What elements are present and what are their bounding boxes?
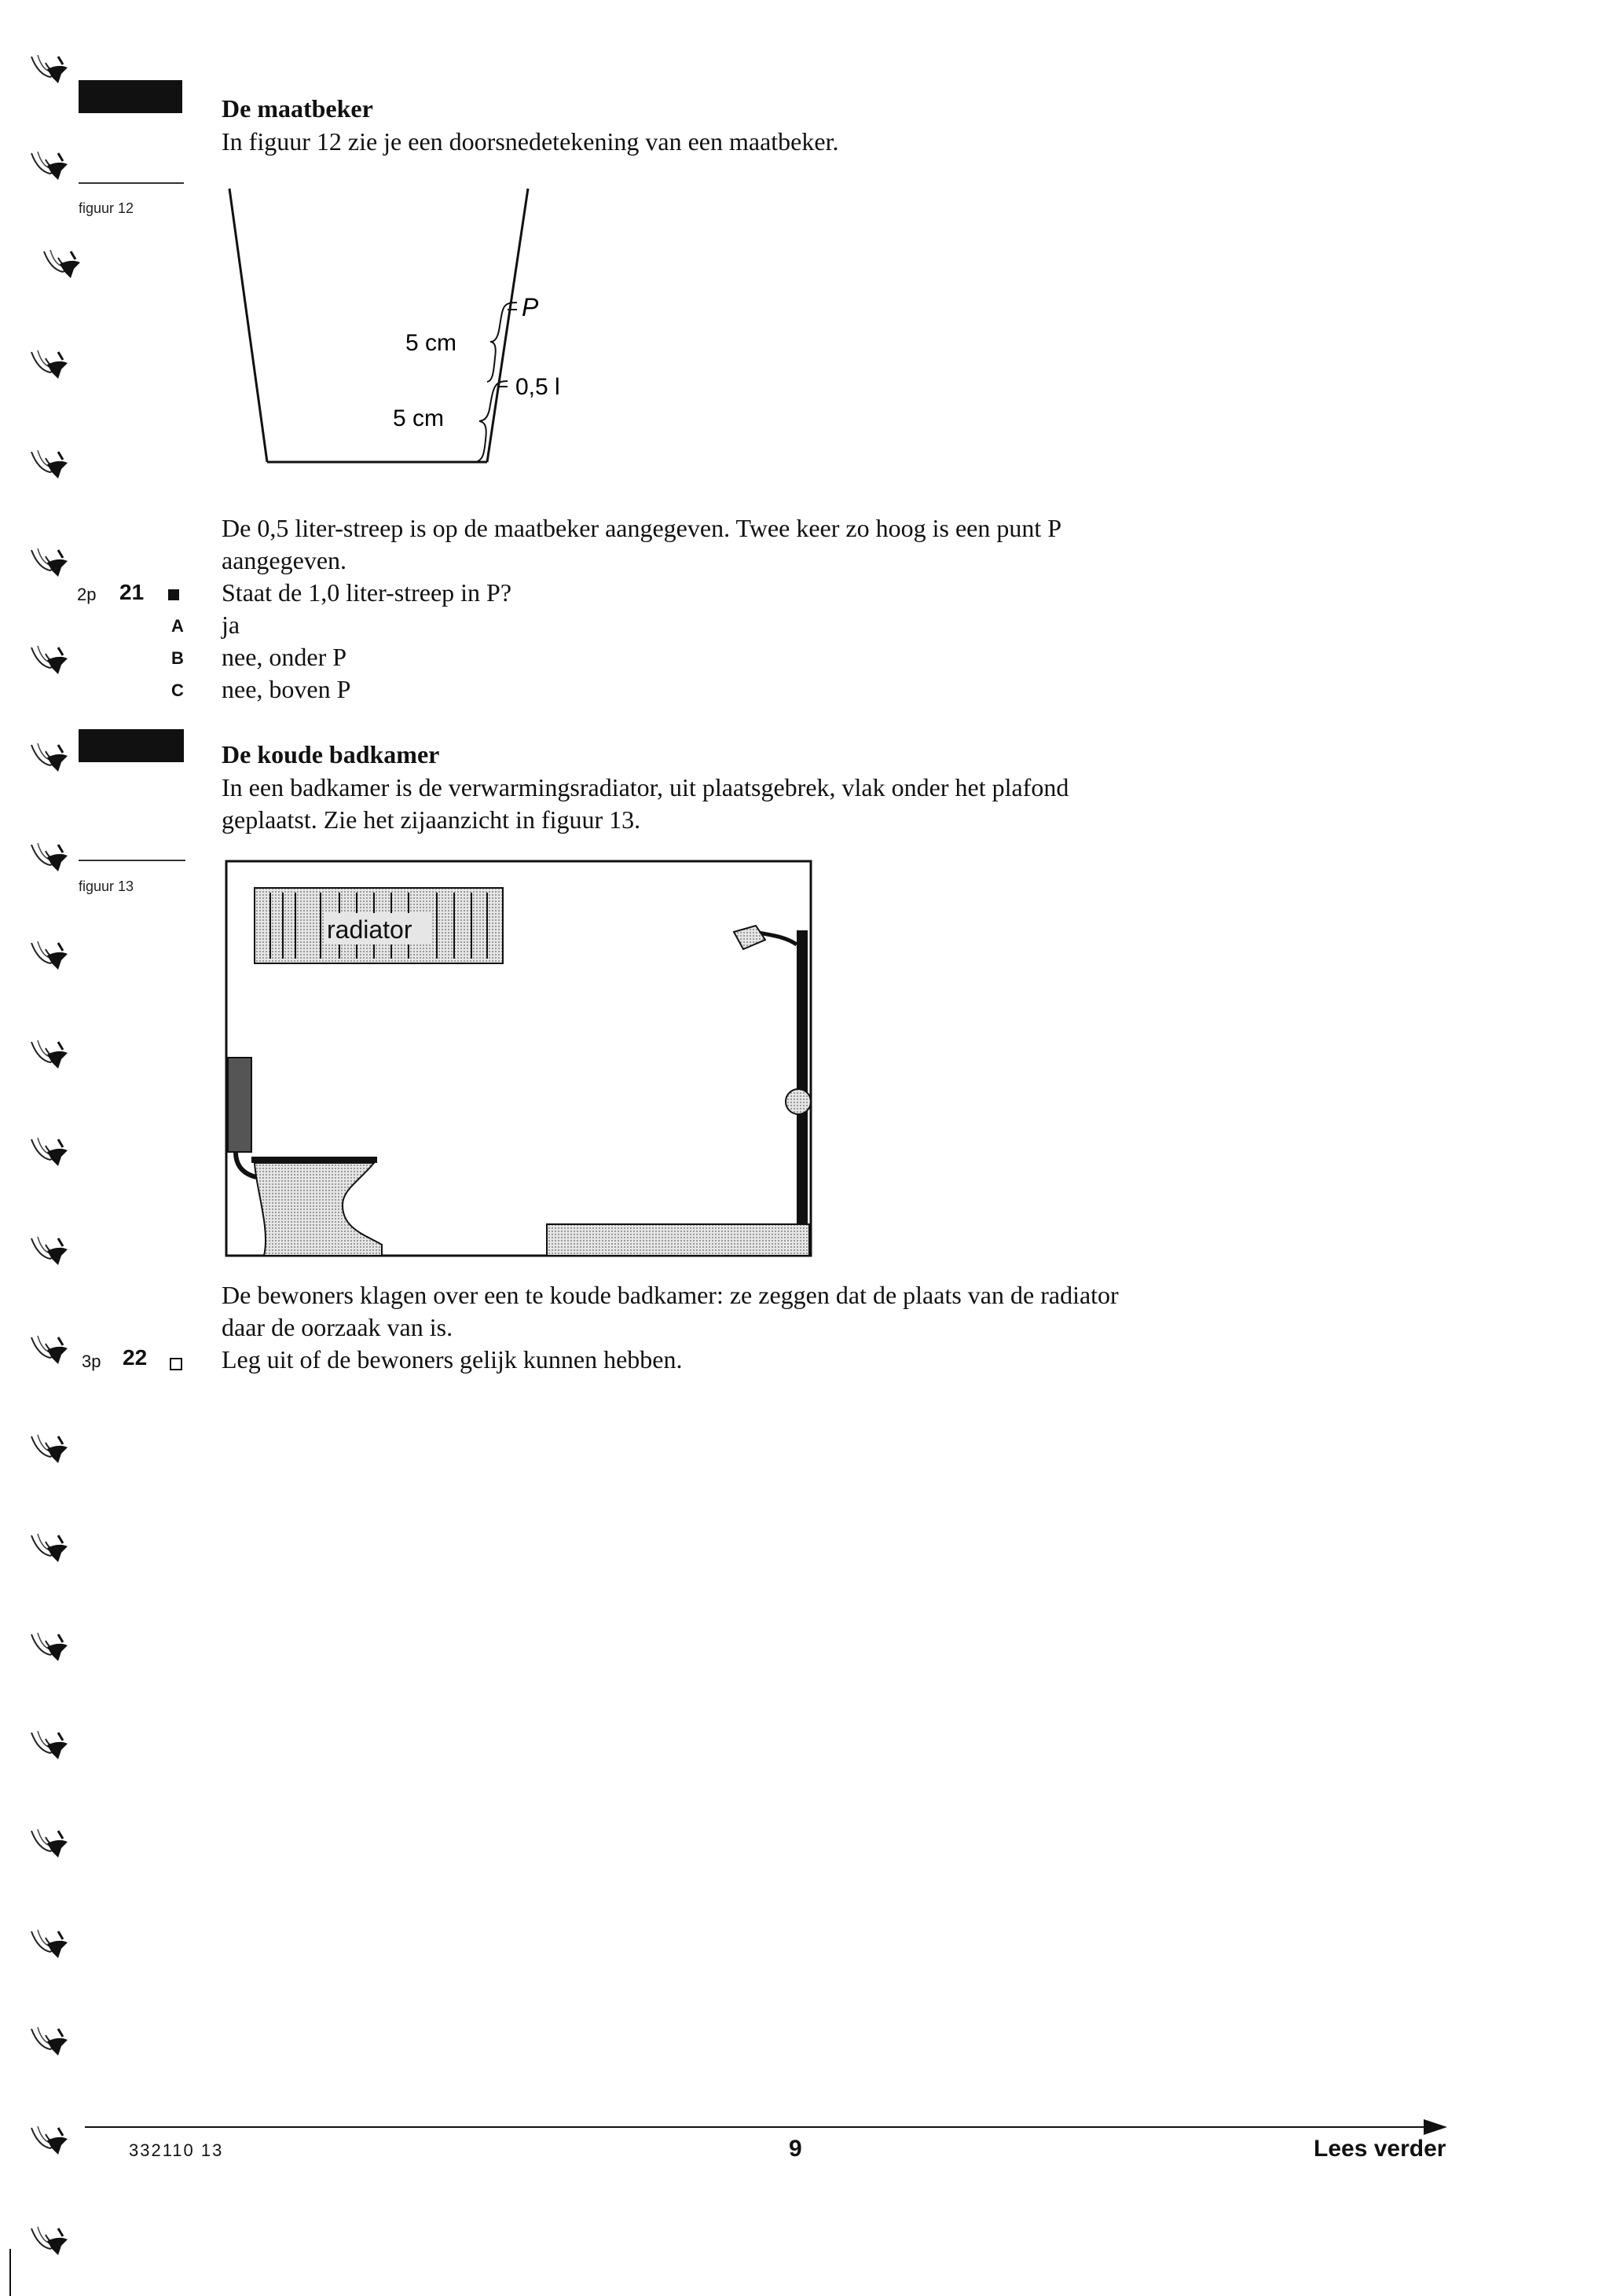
option-c-text[interactable]: nee, boven P bbox=[222, 675, 351, 703]
option-c-letter: C bbox=[171, 680, 184, 700]
section-2-title: De koude badkamer bbox=[222, 740, 440, 768]
question-22-empty-square bbox=[170, 1358, 182, 1370]
margin-bird-icon bbox=[27, 837, 71, 875]
margin-bird-icon bbox=[27, 1131, 71, 1169]
footer-arrow-icon bbox=[1424, 2119, 1447, 2135]
margin-bird-icon bbox=[27, 542, 71, 580]
section-1-intro: In figuur 12 zie je een doorsnedetekening van een maatbeker. bbox=[222, 127, 839, 156]
section-2-intro-line2: geplaatst. Zie het zijaanzicht in figuur 13. bbox=[222, 805, 641, 834]
continue-label: Lees verder bbox=[1314, 2136, 1446, 2162]
section-1-text-line1: De 0,5 liter-streep is op de maatbeker aangegeven. Twee keer zo hoog is een punt P bbox=[222, 514, 1062, 542]
section-marker-block bbox=[79, 729, 184, 762]
bathroom-figure bbox=[225, 860, 814, 1259]
section-2-text-line1: De bewoners klagen over een te koude badkamer: ze zeggen dat de plaats van de radiator bbox=[222, 1281, 1119, 1309]
label-half-liter: 0,5 l bbox=[515, 374, 560, 400]
margin-bird-icon bbox=[27, 444, 71, 482]
radiator-label: radiator bbox=[327, 915, 412, 944]
radiator bbox=[255, 888, 503, 963]
label-5cm-top: 5 cm bbox=[405, 330, 457, 356]
question-21-points: 2p bbox=[77, 585, 97, 604]
section-marker-block bbox=[79, 80, 182, 113]
label-p: P bbox=[522, 293, 539, 321]
question-22-text: Leg uit of de bewoners gelijk kunnen hebben. bbox=[222, 1345, 683, 1374]
section-1-title: De maatbeker bbox=[222, 94, 373, 123]
brace-bottom bbox=[476, 381, 508, 462]
margin-bird-icon bbox=[27, 1627, 71, 1664]
binding-edge-line bbox=[9, 2249, 11, 2296]
question-22-points: 3p bbox=[82, 1352, 101, 1371]
margin-bird-icon bbox=[27, 737, 71, 775]
shower-tray bbox=[547, 1224, 809, 1256]
question-21-text: Staat de 1,0 liter-streep in P? bbox=[222, 578, 512, 607]
option-a-letter: A bbox=[171, 616, 184, 636]
section-1-text-line2: aangegeven. bbox=[222, 546, 347, 574]
option-b-letter: B bbox=[171, 648, 184, 668]
margin-bird-icon bbox=[27, 1034, 71, 1072]
footer-rule bbox=[85, 2126, 1438, 2128]
margin-bird-icon bbox=[27, 1528, 71, 1565]
margin-bird-icon bbox=[27, 49, 71, 86]
page-number: 9 bbox=[789, 2136, 802, 2162]
margin-bird-icon bbox=[27, 1823, 71, 1861]
label-5cm-bottom: 5 cm bbox=[393, 405, 445, 431]
margin-bird-icon bbox=[27, 145, 71, 183]
margin-bird-icon bbox=[27, 1330, 71, 1367]
margin-bird-icon bbox=[27, 935, 71, 973]
margin-bird-icon bbox=[27, 2120, 71, 2158]
option-a-text[interactable]: ja bbox=[222, 611, 240, 639]
question-21-number: 21 bbox=[119, 580, 145, 604]
figure-13-label: figuur 13 bbox=[79, 878, 134, 894]
question-22-number: 22 bbox=[123, 1345, 148, 1370]
margin-bird-icon bbox=[27, 1429, 71, 1466]
margin-bird-icon bbox=[27, 344, 71, 382]
section-2-intro-line1: In een badkamer is de verwarmingsradiator, uit plaatsgebrek, vlak onder het plafond bbox=[222, 773, 1069, 801]
question-21-filled-square bbox=[168, 589, 179, 600]
margin-bird-icon bbox=[27, 1924, 71, 1961]
figure-12-label: figuur 12 bbox=[79, 200, 134, 216]
option-b-text[interactable]: nee, onder P bbox=[222, 643, 347, 671]
margin-bird-icon bbox=[39, 244, 83, 281]
measuring-cup-figure bbox=[220, 181, 597, 471]
margin-bird-icon bbox=[27, 2221, 71, 2258]
margin-bird-icon bbox=[27, 2021, 71, 2059]
figure-rule bbox=[79, 182, 184, 184]
margin-bird-icon bbox=[27, 1725, 71, 1762]
section-2-text-line2: daar de oorzaak van is. bbox=[222, 1313, 453, 1341]
margin-bird-icon bbox=[27, 640, 71, 677]
footer-code: 332110 13 bbox=[129, 2140, 224, 2160]
figure-rule bbox=[79, 860, 185, 861]
margin-bird-icon bbox=[27, 1231, 71, 1268]
